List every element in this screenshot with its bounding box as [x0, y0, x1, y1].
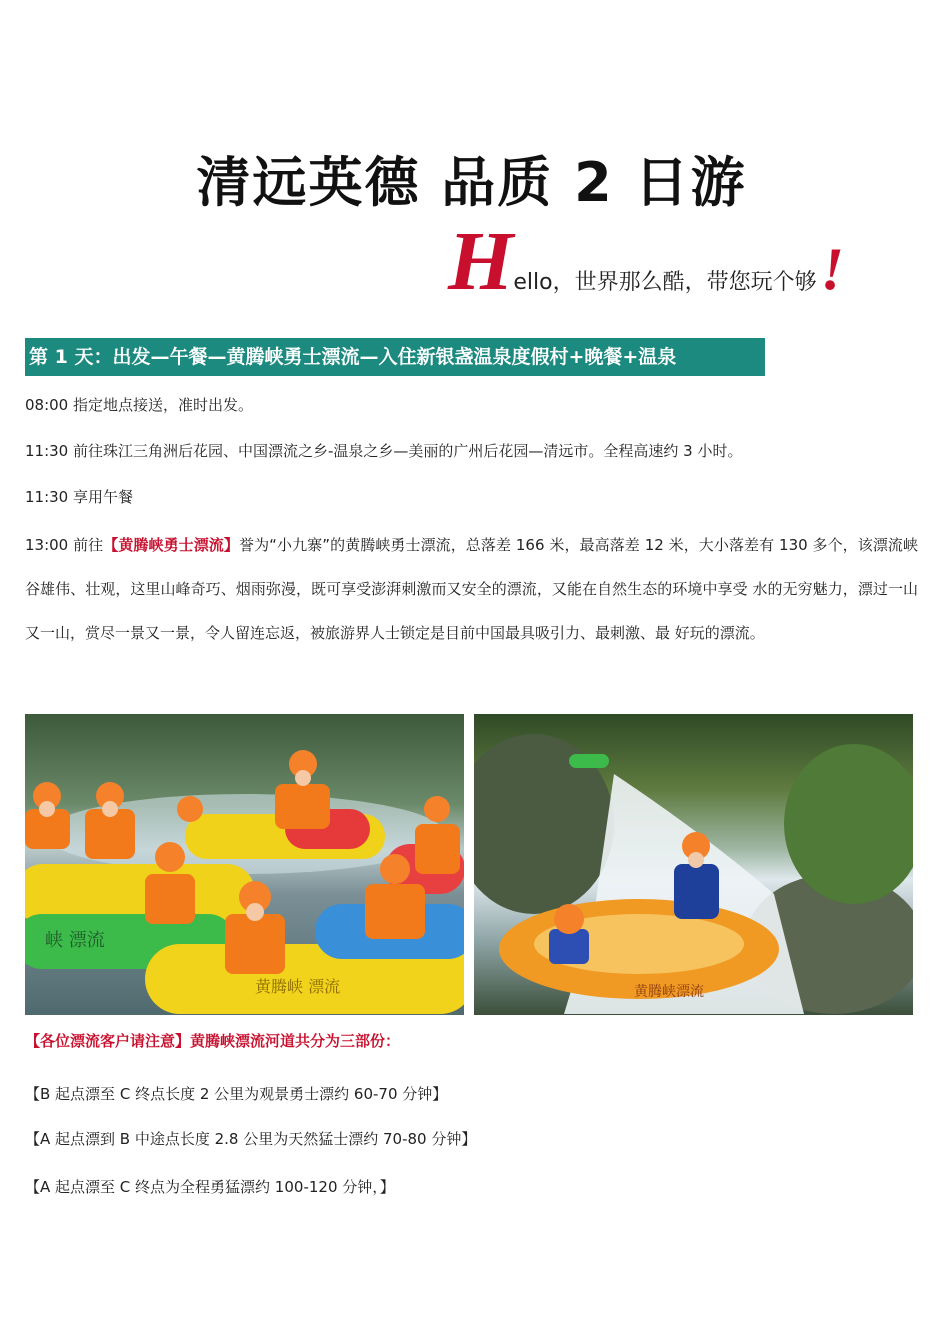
raft-label-right: 黄腾峡 漂流	[255, 977, 341, 996]
rafting-section-b-to-c: 【B 起点漂至 C 终点长度 2 公里为观景勇士漂约 60-70 分钟】	[25, 1085, 448, 1103]
rafting-time: 13:00 前往	[25, 536, 104, 554]
rafting-photo-single	[474, 714, 913, 1015]
itinerary-line-1130-depart: 11:30 前往珠江三角洲后花园、中国漂流之乡-温泉之乡—美丽的广州后花园—清远市。全程高速约 3 小时。	[25, 442, 743, 460]
raft-label-single: 黄腾峡漂流	[634, 984, 704, 1000]
hello-slogan	[448, 215, 844, 308]
slogan-big-letter: H	[448, 215, 514, 308]
rafting-highlight: 【黄腾峡勇士漂流】	[103, 536, 239, 554]
day1-banner: 第 1 天：出发—午餐—黄腾峡勇士漂流—入住新银盏温泉度假村+晚餐+温泉	[25, 338, 765, 376]
slogan-exclaim: !	[820, 236, 844, 302]
itinerary-rafting-paragraph	[25, 523, 918, 655]
itinerary-line-0800: 08:00 指定地点接送，准时出发。	[25, 396, 253, 414]
rafting-section-a-to-b: 【A 起点漂到 B 中途点长度 2.8 公里为天然猛士漂约 70-80 分钟】	[25, 1130, 477, 1148]
slogan-text: ello，世界那么酷，带您玩个够	[513, 270, 817, 295]
rafting-description: 誉为“小九寨”的黄腾峡勇士漂流，总落差 166 米，最高落差 12 米，大小落差有 130 多个，该漂流峡谷雄伟、壮观，这里山峰奇巧、烟雨弥漫，既可享受澎湃刺激而又安全的漂流，又能在自然生态的环境中享受 水的无穷魅力，漂过一山又一山，赏尽一景又一景，令人留连忘返，被旅游界人士锁定是目前中国最具吸引力、最刺激、最 好玩的漂流。	[25, 536, 918, 642]
itinerary-line-1130-lunch: 11:30 享用午餐	[25, 488, 133, 506]
page-title: 清远英德 品质 2 日游	[196, 151, 747, 214]
rafting-section-a-to-c: 【A 起点漂至 C 终点为全程勇猛漂约 100-120 分钟，】	[25, 1178, 395, 1196]
rafting-notice-heading: 【各位漂流客户请注意】黄腾峡漂流河道共分为三部份：	[25, 1032, 401, 1050]
raft-label-left: 峡 漂流	[45, 930, 105, 951]
rafting-photo-group	[25, 714, 464, 1015]
